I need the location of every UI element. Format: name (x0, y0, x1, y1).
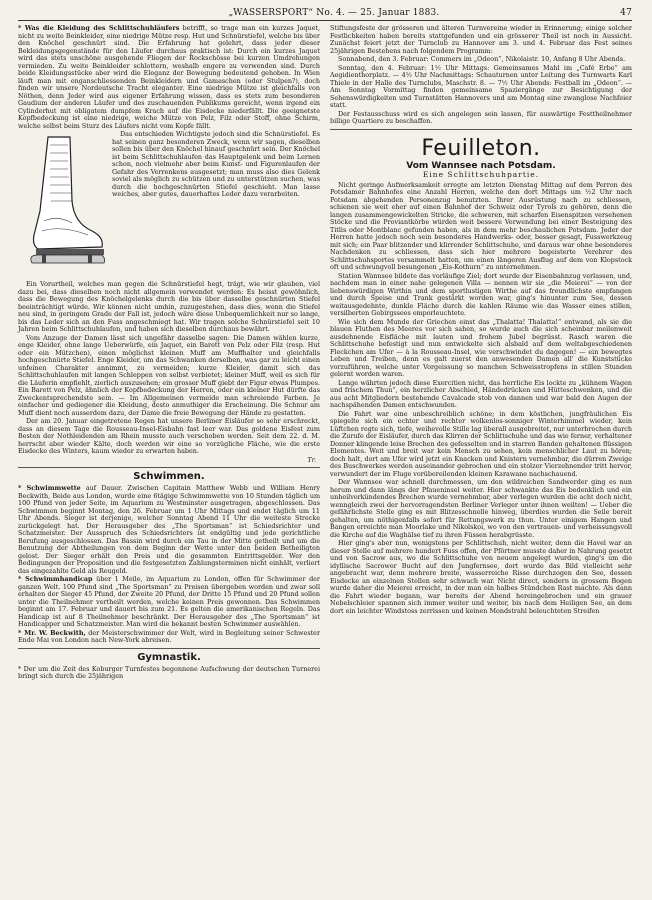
article-text: betrifft, so trage man ein kurzes Jaquet, nicht zu weite Beinkleider, eine niedrige Mütze resp. Hut und Schnürstiefel, welche bis über den Knöchel geschnürt sind. Die Erfahrung hat gelehrt, dass jeder dieser Bekleidungsgegenstände für den Läufer durchaus praktisch ist: Durch ein kurzes Jaquet wird das stets unschöne ausgehende Fliegen der Rockschösse bei kurzen Umdrehungen vermieden. Zu weite Beinkleider schlottern, weshalb engere zu verwenden sind. (18, 24, 320, 70)
article-beckwith (18, 630, 320, 645)
page-number: 47 (620, 8, 632, 18)
feuilleton-title: Feuilleton. (421, 135, 541, 161)
article-text: Die geeignetste Kopfbedeckung ist eine niedrige, weiche Mütze von Pelz, Filz oder Stoff, ohne Schirm, welche selbst beim Sturz des Läufers nicht vom Kopfe fällt. (18, 106, 320, 130)
divider (18, 467, 320, 468)
divider (18, 648, 320, 649)
article-lead: * Was die Kleidung des Schlittschuhläufers (18, 24, 180, 32)
article-text: Durch beide Kleidungsstücke aber wird die Eleganz der Bewegung bedeutend gehoben. In Wien läuft man mit enganschliessenden Beinkleidern und Gamaschen (oder Stulpen?), doch finden wir unsere Nordeutsche Tracht eleganter. Eine niedrige Mütze ist gleichfalls von Nöthen, denn Jeder wird aus eigener Erfahrung wissen, dass es stets zum besonderen Gaudium der anderen Läufer und des zuschauenden Publikums gereicht, wenn irgend ein Cylinderhut mit obligatem dumpfem Krach auf die Eisdecke niederfällt. (18, 61, 320, 115)
article-text: Stiftungsfeste der grösseren und älteren Turnvereine wieder in Erinnerung; einige solcher Festlichkeiten haben bereits stattgefunden und ein grösserer Theil ist noch in Aussicht. Zunächst feiert jetzt der Turnclub zu Hannover am 3. und 4. Februar das Fest seines 25jährigen Bestehens nach folgendem Programm: (330, 24, 632, 55)
boot-figure-wrap (18, 131, 320, 281)
right-column (330, 25, 632, 682)
running-head (18, 8, 632, 21)
article-text: Station Wannsee bildete das vorläufige Ziel; dort wurde der Eisenbahnzug verlassen, und, nachdem man in einer nahe gelegenen Villa — nennen wir sie „die Meierei“ — von der liebenswürdigen Wirthin und dem sportlustigen Wirthe auf das freundlichste empfangen und durch Speise und Trank gestärkt worden war, ging's hinunter zum See, dessen weitausgedehnte, dunkle Fläche durch die kahlen Räume wie das Wasser eines stillen, versilberten Gebirgssees emporleuchtete. (330, 271, 632, 317)
running-head-title: „WASSERSPORT“ No. 4. — 25. Januar 1883. (228, 8, 440, 18)
article-text: auf Dauer. Zwischen Capitain Matthew Webb und William Henry Beckwith, Beide aus London, wurde eine 6tägige Schwimmwette von 10 Stunden täglich um 100 Pfund von jeder Seite, im Aquarium zu Westminster ausgetragen, abgeschlossen. Das Schwimmen beginnt Montag, den 26. Februar um 1 Uhr Mittags und endet täglich um 11 Uhr Abends. Sieger ist derjenige, welcher Sonntag Abend 11 Uhr die weiteste Strecke zurückgelegt hat. Der Herausgeber des „The Sportsman“ ist Schiedsrichter und Schatzmeister. Der Ausspruch des Schiedsrichters ist endgültig und jede gerichtliche Berufung ausgeschlossen. Das Bassin wird durch ein Tau in der Mitte getheilt und um die Benutzung der Abtheilungen von dem Beginn der Wette unter den beiden Betheiligten gelost. Der Sieger erhält den Preis und die gesammten Eintrittsgelder. Wer den Bedingungen der Proposition und die festgesetzten Zahlungsterminen nicht einhält, verliert das eingezahlte Geld als Reugeld. (18, 484, 320, 575)
left-column (18, 25, 320, 682)
article-handicap (18, 576, 320, 629)
article-text: Hier ging's aber nun, wenigstens per Schlittschuh, nicht weiter, denn die Havel war an dieser Stelle auf mehrere hundert Fuss offen, der Pförtner musste daher in Nahrung gesetzt und von Sacrow aus, wo die Schlittschuhe von neuem angelegt wurden, ging's um die idyllische Sacrower Bucht auf den Jungfernsee, dort wurde das Bild vielleicht sehr angebracht war, denn mehrere breite, wasserreiche Risse durchzogen den See, dessen Eisdecke an einzelnen Stellen sehr schwach war. Nicht direct, sondern in grossem Bogen wurde daher die Meierei erreicht, in der man ein halbes Stündchen Rast machte. Als dann die Fahrt wieder begann, war bereits der Abend hereingebrochen und ein grauer Nebelschleier spannen sich immer weiter und weiter, bis nach dem Heiligen See, an dem dort ein leichter Windstoss zerrissen und keinen Mondstrahl beleuchteten Streifen (330, 539, 632, 615)
article-text: Der Festausschuss wird es sich angelegen sein lassen, für auswärtige Festtheilnehmer billige Quartiere zu beschaffen. (330, 109, 632, 125)
article-text: Die Fahrt war eine unbeschreiblich schöne; in dem köstlichen, jungfräulichen Eis spiegelte sich ein echter und rechter wolkenlos-sonniger Winterhimmel wieder, kein Lüftchen regte sich, tiefe, weihevolle Stille lag überall ausgebreitet, nur unterbrochen durch die Zurufe der Eisläufer, durch das Klirren der Schlittschuhe und das wie ferner, verhaltener Donner klingende leise Brechen des gefesselten und in starren Banden gehaltenen flüssigen Elementes. Weit und breit war kein Mensch zu sehen, kein menschlicher Laut zu hören; doch halt, dort am Ufer wird jetzt ein Knacken und Knistern vernehmbar, die dürren Zweige des Buschwerkes werden auseinander gebrochen und ein stolzer Vierzehnender tritt hervor, verwundert der im Fluge vorübereilenden kleinen Karawane nachschauend. (330, 409, 632, 478)
article-text: Vom Anzuge der Damen lässt sich ungefähr dasselbe sagen: Die Damen wählen kurze, enge Kleider, ohne lange Ueberwürfe, ein Jaquet, ein Barett von Pelz oder Filz (resp. Hut oder ein Mützchen), einen möglichst kleinen Muff am Muffhalter und gleichfalls hochgeschnürte Stiefel. Enge Kleider, um das Schwanken derselben, was gar zu leicht einen unfeinen Charakter annimmt, zu vermeiden; kurze Kleider, damit sich das Schlittschuhlaufen mit langen Schleppen von selbst verbietet; kleiner Muff, weil es sich für die Läuferin empfiehlt, zierlich auszusehen; ein grosser Muff giebt der Figur etwas Plumpes. Ein Barett von Pelz, ähnlich der Kopfbedeckung der Herren, oder ein kleiner Hut dürfte das Zweckentsprechendste sein. — Im Allgemeinen vermeide man schreiende Farben. Je einfacher und gediegener die Kleidung, desto anmuthiger die Erscheinung. Die Schnur am Muff dient noch ausserdem dazu, der Dame die freie Bewegung der Hände zu gestatten. (18, 333, 320, 417)
columns (18, 25, 632, 682)
article-lead: * Schwimmhandicap (18, 575, 93, 583)
article-text: * Der um die Zeit des Koburger Turnfestes begonnene Aufschwung der deutschen Turnerei bringt sich durch die 25jährigen (18, 664, 320, 680)
article-text: der Meisterschwimmer der Welt, wird in Begleitung seiner Schwester Ende Mai von London nach New-York abreisen. (18, 628, 320, 644)
article-text: Der am 20. Januar eingetretene Regen hat unsere Berliner Eisläufer so sehr erschreckt, dass an diesem Tage die Rousseau-Insel-Eisbahn fast leer war. Das goldene Eisfest zum Besten der Nothleidenden am Rhein musste auch verschoben werden. Seit dem 22. d. M. herrscht aber wieder Kälte, doch werden wir eine so vorzügliche Fläche, wie die erste Eisdecke des Winters, kaum wieder zu erwarten haben. (18, 417, 320, 455)
skate-boot-illustration (18, 131, 108, 281)
feuilleton-subtitle-2: Eine Schlittschuhpartie. (422, 170, 540, 179)
article-text: über 1 Meile, im Aquarium zu London, offen für Schwimmer der ganzen Welt. 100 Pfund sind „The Sportsman“ zu Preisen übergeben worden und zwar soll erhalten der Sieger 45 Pfund, der Zweite 20 Pfund, der Dritte 15 Pfund und 20 Pfund sollen unter die Theilnehmer vertheilt werden, welche keinen Preis gewonnen. Das Schwimmen beginnt am 17. Februar und dauert bis zum 21. Es gelten die amerikanischen Regeln. Das Handicap ist auf 8 Theilnehmer beschränkt. Der Herausgeber des „The Sportsman“ ist Handicapper und Schatzmeister. Man wird die bekannt besten Schwimmer auswählen. (18, 575, 320, 628)
signature: Tr. (307, 455, 316, 464)
article-schwimmwette (18, 485, 320, 575)
article-lead: * Mr. W. Beckwith, (18, 628, 86, 637)
article-text: Wie sich dem Munde der Griechen einst das „Thalatta! Thalatta!“ entwand, als sie die blauen Fluthen des Meeres vor sich sahen, so wurde auch die sich scheinbar meilenweit ausdehnende Eisfläche mit lauten und frohem Jubel begrüsst. Rasch waren die Schlittschuhe befestigt und nun entwickelte sich alsbald auf dem weltabgeschiedenen Fleckchen am Ufer — à la Rousseau-Insel, wie verschwindet du dagegen! — ein bewegtes Leben und Treiben, denn es galt zuerst den anwesenden Damen all' die Kunststücke vorzuführen, welche unter Vorgeissung so manchen Schweisstropfens in stillen Stunden gelernt worden waren. (330, 317, 632, 378)
article-clothing (18, 25, 320, 130)
feuilleton-subtitle: Vom Wannsee nach Potsdam. (406, 160, 556, 171)
article-lead: * Schwimmwette (18, 484, 81, 492)
article-text: Der Wannsee war schnell durchmessen, um den wildreichen Sandwerder ging es nun herum und dann längs der Pfaueninsel weiter. Hier schwankte das Eis bedenklich und ein unheilverkündendes Brechen wurde vernehmbar, aber verlegen wurden die acht doch nicht, wenngleich zwei der hervorragendsten Berliner Verleger unter ihnen weilten! — Ueber die gefährlichste Stelle ging es mit Blitzesschnelle hinweg, überdies wurden die Seile bereit gehalten, um nöthigenfalls sofort für Rettungswerk zu thun. Unter einigem Hangen und Bangen erreichte man Moorlake und Nikolskoi, wo von den vertrauen- und verheissungsvoll die Kirche auf die Waghälse tief zu ihren Füssen herabgrüsste. (330, 478, 632, 539)
article-text: Ein Vorurtheil, welches man gegen die Schnürstiefel hegt, trägt, wie wir glauben, viel dazu bei, dass dieselben noch nicht allgemein verwendet werden: Es heisst gewöhnlich, dass die Bewegung des Knöchelgelenks durch die bis über dasselbe geschnürten Stiefel beeinträchtigt würde. Wir können nicht umhin, zuzugestehen, dass dies, wenn die Stiefel neu sind, in geringem Grade der Fall ist, jedoch wäre diese Unbequemlichkeit nur so lange, bis das Leder sich an den Fuss angeschmiegt hat. Wir tragen solche Schnürstiefel seit 10 Jahren beim Schlittschuhlaufen, und haben sich dieselben durchaus bewährt. (18, 280, 320, 333)
article-text: Das entschieden Wichtigste jedoch sind die Schnürstiefel. Es hat seinen ganz besonderen Zweck, wenn wir sagen, dieselben sollen bis über den Knöchel hinauf geschnürt sein. Der Knöchel ist beim Schlittschuhlaufen das Hauptgelenk und beim Lernen schon, noch vielmehr aber beim Kunst- und Figurenlaufen der Gefahr des Verrenkens ausgesetzt; man muss also dies Gelenk soviel als möglich zu schützen und zu unterstützen suchen, was durch die hochgeschnürten Stiefel geschieht. Man lasse weiches, aber gutes, dauerhaftes Leder dazu verarbeiten. (112, 130, 320, 198)
article-text: Lange währten jedoch diese Exercitien nicht, das herrliche Eis lockte zu „kühnem Wagen und frischem Thun“, ein herzlicher Abschied, Händedrücken und Hütteschwenken, und die aus acht Mitgliedern bestehende Cavalcade stob von dannen und war bald den Augen der nachspähenden Damen entschwunden. (330, 378, 632, 409)
article-text: Sonntag, den 4. Februar: 1½ Uhr Mittags: Gemeinsames Mahl im „Café Erbe“ am Aegidienthorplatz. — 4½ Uhr Nachmittags: Schauturnen unter Leitung des Turnwarts Karl Thiele in der Halle des Turnclubs, Maschstr. 8. — 7½ Uhr Abends: Festball im „Odeon“. — Am Sonntag Vormittag finden gemeinsame Spaziergänge zur Besichtigung der Sehenswürdigkeiten und Turnstätten Hannovers und am Montag eine zwanglose Nachfeier statt. (330, 63, 632, 109)
boot-text (112, 131, 320, 281)
divider (330, 129, 632, 130)
article-text: Nicht geringe Aufmerksamkeit erregte am letzten Dienstag Mittag auf dem Perron des Potsdamer Bahnhofes eine Anzahl Herren, welche den dort Mittags um ½2 Uhr nach Potsdam abgehenden Personenzug benutzten. Ihrer Ausrüstung nach zu schliessen, schienen sie weit eher auf einen Bahnhof der Schweiz oder Tyrols zu gehören, denn die langen zusammengewickelten Stricke, die schweren, mit scharfen Eisenspitzen versehenen Stöcke und die Proviantkörbe würden weit bessere Verwendung bei einer Besteigung des Titlis oder Montblanc gefunden haben, als in dem mehr beschaulichen Potsdam. Jeder der Herren hatte jedoch noch sein besonderes Handwerks- oder, besser gesagt, Fusswerkzeug mit sich; ein Paar blitzender und klirrender Schlittschuhe, und daraus war ohne besonderes Nachdenken zu schliessen, dass sich hier mehrere begeisterte Verehrer des Schlittschuhsportes versammelt hatten, um einen längeren Ausflug auf dem von Klopstock oft und schwungvoll besungenen „Eis-Kothurn“ zu unternehmen. (330, 180, 632, 271)
skate-boot-icon (18, 131, 108, 281)
article-text: Sonnabend, den 3. Februar: Commers im „Odeon“, Nikolaistr. 10, Anfang 8 Uhr Abends. (338, 55, 626, 63)
section-title-gymnastik: Gymnastik. (137, 651, 201, 663)
section-title-schwimmen: Schwimmen. (133, 471, 205, 482)
